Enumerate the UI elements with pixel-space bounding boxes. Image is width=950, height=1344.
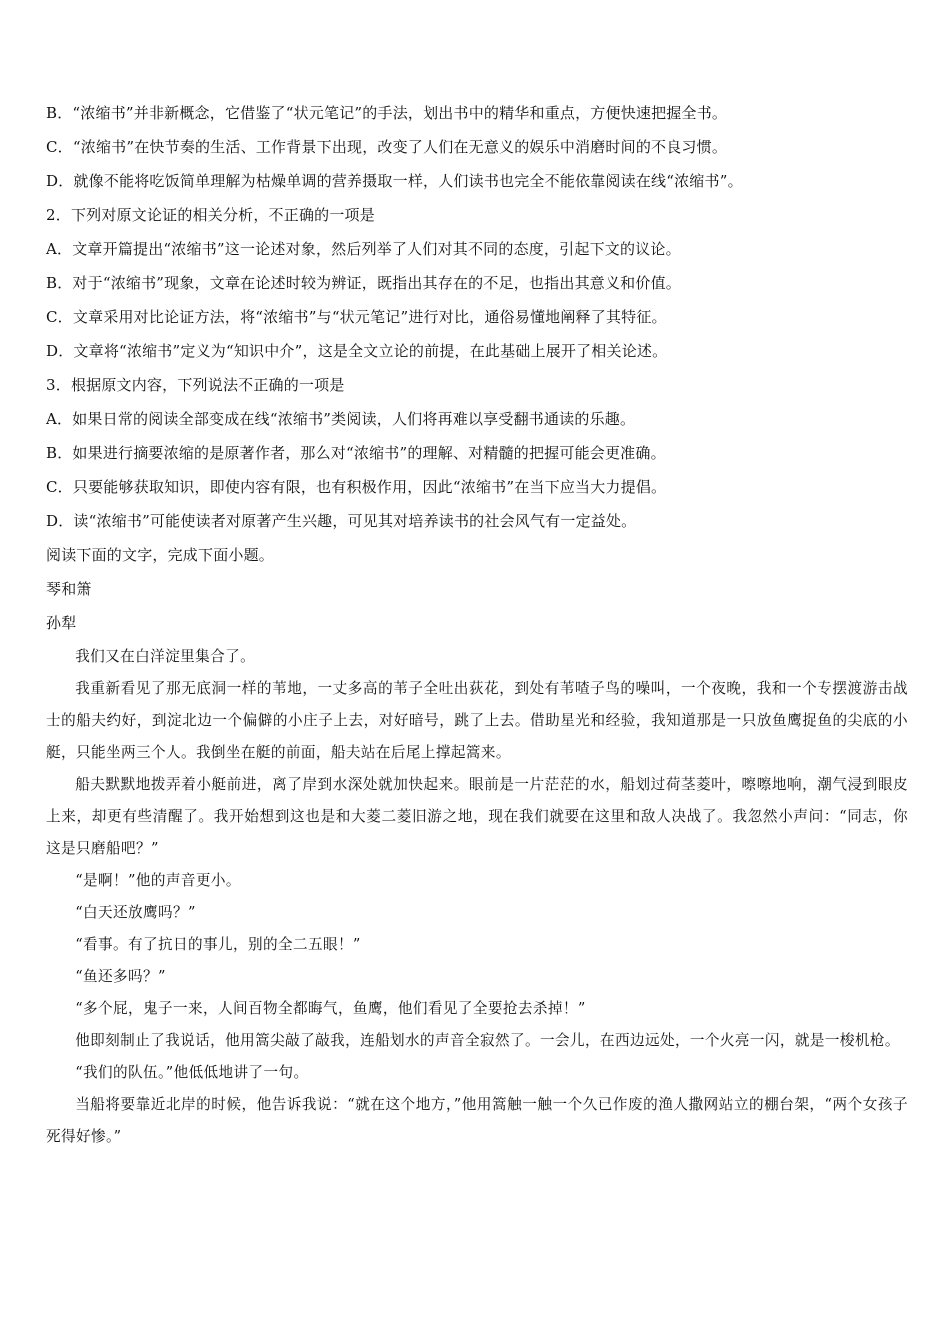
story-paragraph: “白天还放鹰吗？” bbox=[75, 904, 196, 921]
q2-option-b: B．对于“浓缩书”现象，文章在论述时较为辨证，既指出其存在的不足，也指出其意义和价值。 bbox=[46, 274, 681, 292]
story-body bbox=[46, 641, 908, 1153]
q3-option-a: A．如果日常的阅读全部变成在线“浓缩书”类阅读，人们将再难以享受翻书通读的乐趣。 bbox=[46, 410, 636, 428]
q3-option-d: D．读“浓缩书”可能使读者对原著产生兴趣，可见其对培养读书的社会风气有一定益处。 bbox=[46, 512, 637, 530]
story-paragraph: “多个屁，鬼子一来，人间百物全都晦气，鱼鹰，他们看见了全要抢去杀掉！” bbox=[75, 1000, 586, 1017]
q3-option-b: B．如果进行摘要浓缩的是原著作者，那么对“浓缩书”的理解、对精髓的把握可能会更准确。 bbox=[46, 444, 666, 462]
story-author: 孙犁 bbox=[46, 614, 77, 632]
q2-option-c: C．文章采用对比论证方法，将“浓缩书”与“状元笔记”进行对比，通俗易懂地阐释了其特征。 bbox=[46, 308, 667, 326]
story-paragraph: 他即刻制止了我说话，他用篙尖敲了敲我，连船划水的声音全寂然了。一会儿，在西边远处，一个火亮一闪，就是一梭机枪。 bbox=[75, 1032, 900, 1049]
question-section bbox=[46, 96, 906, 640]
story-paragraph: 我重新看见了那无底洞一样的苇地，一丈多高的苇子全吐出荻花，到处有苇喳子鸟的噪叫，一个夜晚，我和一个专摆渡游击战士的船夫约好，到淀北边一个偏僻的小庄子上去，对好暗号，跳了上去。借助星光和经验，我知道那是一只放鱼鹰捉鱼的尖底的小艇，只能坐两三个人。我倒坐在艇的前面，船夫站在后尾上撑起篙来。 bbox=[46, 680, 908, 761]
q3-option-c: C．只要能够获取知识，即使内容有限，也有积极作用，因此“浓缩书”在当下应当大力提倡。 bbox=[46, 478, 667, 496]
story-paragraph: “看事。有了抗日的事儿，别的全二五眼！” bbox=[75, 936, 361, 953]
q1-option-d: D．就像不能将吃饭简单理解为枯燥单调的营养摄取一样，人们读书也完全不能依靠阅读在线“浓缩书”。 bbox=[46, 172, 743, 190]
story-paragraph: 当船将要靠近北岸的时候，他告诉我说：“就在这个地方，”他用篙触一触一个久已作废的渔人撒网站立的棚台架，“两个女孩子死得好惨。” bbox=[46, 1096, 908, 1145]
q2-option-a: A．文章开篇提出“浓缩书”这一论述对象，然后列举了人们对其不同的态度，引起下文的议论。 bbox=[46, 240, 681, 258]
q1-option-b: B．“浓缩书”并非新概念，它借鉴了“状元笔记”的手法，划出书中的精华和重点，方便快速把握全书。 bbox=[46, 104, 728, 122]
reading-instruction: 阅读下面的文字，完成下面小题。 bbox=[46, 546, 275, 564]
story-paragraph: 船夫默默地拨弄着小艇前进，离了岸到水深处就加快起来。眼前是一片茫茫的水，船划过荷茎菱叶，嚓嚓地响，潮气浸到眼皮上来，却更有些清醒了。我开始想到这也是和大菱二菱旧游之地，现在我们就要在这里和敌人决战了。我忽然小声问：“同志，你这是只磨船吧？” bbox=[46, 776, 908, 857]
q2-stem: 2．下列对原文论证的相关分析，不正确的一项是 bbox=[46, 206, 375, 224]
q3-stem: 3．根据原文内容，下列说法不正确的一项是 bbox=[46, 376, 345, 394]
story-paragraph: “鱼还多吗？” bbox=[75, 968, 166, 985]
q1-option-c: C．“浓缩书”在快节奏的生活、工作背景下出现，改变了人们在无意义的娱乐中消磨时间的不良习惯。 bbox=[46, 138, 728, 156]
story-paragraph: “我们的队伍。”他低低地讲了一句。 bbox=[75, 1064, 309, 1081]
story-paragraph: 我们又在白洋淀里集合了。 bbox=[75, 648, 256, 665]
story-title: 琴和箫 bbox=[46, 580, 92, 598]
story-paragraph: “是啊！”他的声音更小。 bbox=[75, 872, 241, 889]
q2-option-d: D．文章将“浓缩书”定义为“知识中介”，这是全文立论的前提，在此基础上展开了相关论述。 bbox=[46, 342, 668, 360]
